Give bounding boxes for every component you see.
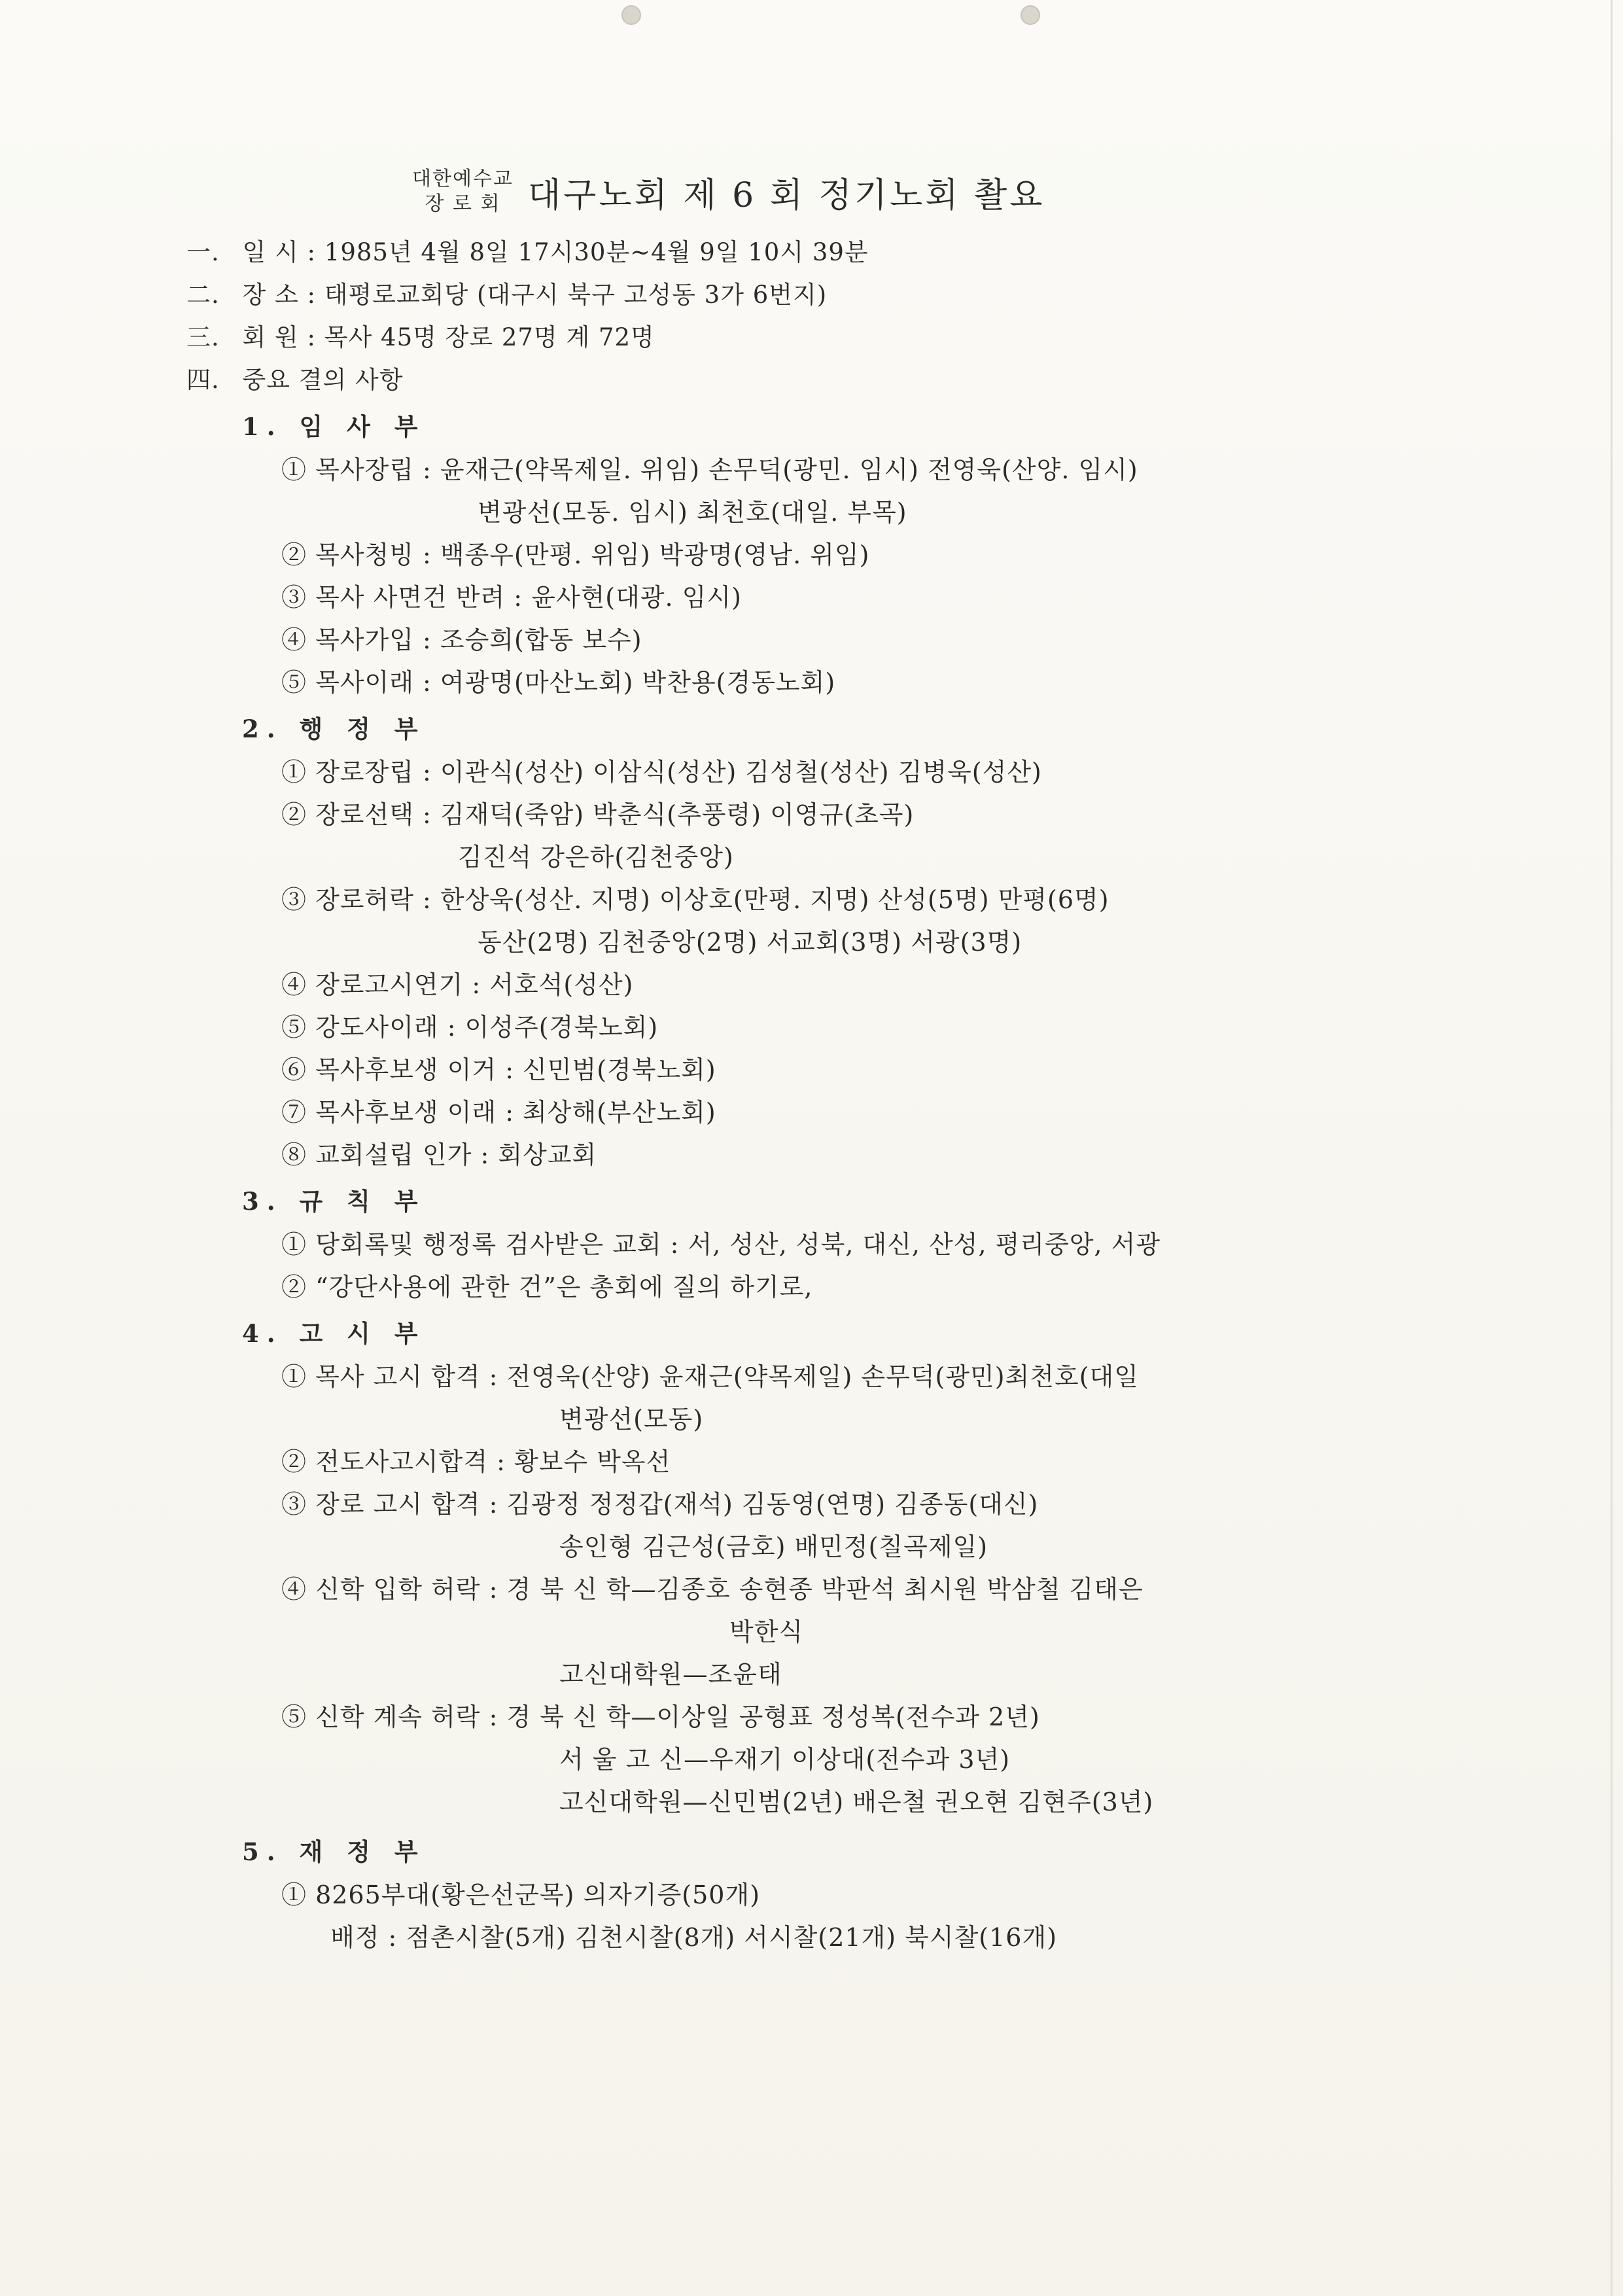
list-item: 변광선(모동. 임시) 최천호(대일. 부목) <box>478 498 907 527</box>
list-item: ⑤ 강도사이래 : 이성주(경북노회) <box>281 1013 659 1042</box>
list-item: ③ 장로허락 : 한상욱(성산. 지명) 이상호(만평. 지명) 산성(5명) 만평(6명) <box>281 885 1109 914</box>
document-title <box>412 167 1045 217</box>
title-text: 대구노회 제 6 회 정기노회 촬요 <box>527 175 1045 215</box>
section-value: 1985년 4월 8일 17시30분~4월 9일 10시 39분 <box>324 238 869 266</box>
list-item: 박한식 <box>729 1617 804 1646</box>
section-label: 일 시 <box>242 238 299 266</box>
org-name-line1: 대한예수교 <box>412 168 514 190</box>
list-item: ④ 장로고시연기 : 서호석(성산) <box>281 970 634 999</box>
list-item: ④ 목사가입 : 조승희(합동 보수) <box>281 626 642 654</box>
list-item: ② 장로선택 : 김재덕(죽암) 박춘식(추풍령) 이영규(초곡) <box>281 800 915 829</box>
list-item: 고신대학원—신민범(2년) 배은철 권오현 김현주(3년) <box>559 1788 1154 1816</box>
list-item: ⑤ 목사이래 : 여광명(마산노회) 박찬용(경동노회) <box>281 668 836 697</box>
section-number: 一. <box>186 238 220 266</box>
list-item: 배정 : 점촌시찰(5개) 김천시찰(8개) 서시찰(21개) 북시찰(16개) <box>330 1923 1058 1952</box>
list-item: ① 당회록및 행정록 검사받은 교회 : 서, 성산, 성북, 대신, 산성, 평리중앙, 서광 <box>281 1230 1161 1259</box>
list-item: ② 목사청빙 : 백종우(만평. 위임) 박광명(영남. 위임) <box>281 540 870 569</box>
list-item: 변광선(모동) <box>559 1405 704 1434</box>
part-title-4: 4. 고 시 부 <box>242 1319 426 1348</box>
list-item: ① 8265부대(황은선군목) 의자기증(50개) <box>281 1881 761 1909</box>
list-item: ① 장로장립 : 이관식(성산) 이삼식(성산) 김성철(성산) 김병욱(성산) <box>281 758 1042 786</box>
list-item: ⑦ 목사후보생 이래 : 최상해(부산노회) <box>281 1098 716 1127</box>
list-item: 서 울 고 신—우재기 이상대(전수과 3년) <box>559 1745 1011 1774</box>
list-item: 동산(2명) 김천중앙(2명) 서교회(3명) 서광(3명) <box>478 928 1022 957</box>
section-label: 장 소 <box>242 281 299 309</box>
list-item: ⑥ 목사후보생 이거 : 신민범(경북노회) <box>281 1055 716 1084</box>
section-value: 태평로교회당 (대구시 북구 고성동 3가 6번지) <box>324 281 828 309</box>
section-label: 회 원 <box>242 323 299 351</box>
list-item: 고신대학원—조윤태 <box>559 1660 782 1689</box>
list-item: ① 목사 고시 합격 : 전영욱(산양) 윤재근(약목제일) 손무덕(광민)최천호(대일 <box>281 1362 1139 1391</box>
list-item: ④ 신학 입학 허락 : 경 북 신 학—김종호 송현종 박판석 최시원 박삼철 김태은 <box>281 1575 1143 1604</box>
section-value: 목사 45명 장로 27명 계 72명 <box>324 323 655 351</box>
punch-hole <box>621 5 641 25</box>
list-item: 김진석 강은하(김천중앙) <box>458 843 734 872</box>
paper-edge <box>1611 0 1613 2296</box>
list-item: ⑤ 신학 계속 허락 : 경 북 신 학—이상일 공형표 정성복(전수과 2년) <box>281 1703 1040 1731</box>
punch-hole <box>1021 5 1040 25</box>
list-item: ② “강단사용에 관한 건”은 총회에 질의 하기로, <box>281 1273 813 1301</box>
section-label: 중요 결의 사항 <box>242 366 404 394</box>
part-title-1: 1. 임 사 부 <box>242 412 426 441</box>
list-item: ① 목사장립 : 윤재근(약목제일. 위임) 손무덕(광민. 임시) 전영욱(산양. 임시) <box>281 455 1138 484</box>
list-item: ② 전도사고시합격 : 황보수 박옥선 <box>281 1447 671 1476</box>
section-date: 一. 일 시 : 1985년 4월 8일 17시30분~4월 9일 10시 39분 <box>186 238 869 266</box>
list-item: ③ 목사 사면건 반려 : 윤사현(대광. 임시) <box>281 583 742 612</box>
section-number: 三. <box>186 323 220 351</box>
section-number: 二. <box>186 281 220 309</box>
part-title-2: 2. 행 정 부 <box>242 715 426 743</box>
section-place: 二. 장 소 : 태평로교회당 (대구시 북구 고성동 3가 6번지) <box>186 281 828 309</box>
list-item: 송인형 김근성(금호) 배민정(칠곡제일) <box>559 1532 988 1561</box>
section-number: 四. <box>186 366 220 394</box>
section-members: 三. 회 원 : 목사 45명 장로 27명 계 72명 <box>186 323 655 351</box>
part-title-5: 5. 재 정 부 <box>242 1837 426 1866</box>
section-resolutions <box>186 360 404 395</box>
org-name <box>412 167 514 217</box>
org-name-line2: 장 로 회 <box>425 192 501 215</box>
list-item: ③ 장로 고시 합격 : 김광정 정정갑(재석) 김동영(연명) 김종동(대신) <box>281 1490 1039 1519</box>
part-title-3: 3. 규 칙 부 <box>242 1187 426 1216</box>
list-item: ⑧ 교회설립 인가 : 회상교회 <box>281 1140 597 1169</box>
